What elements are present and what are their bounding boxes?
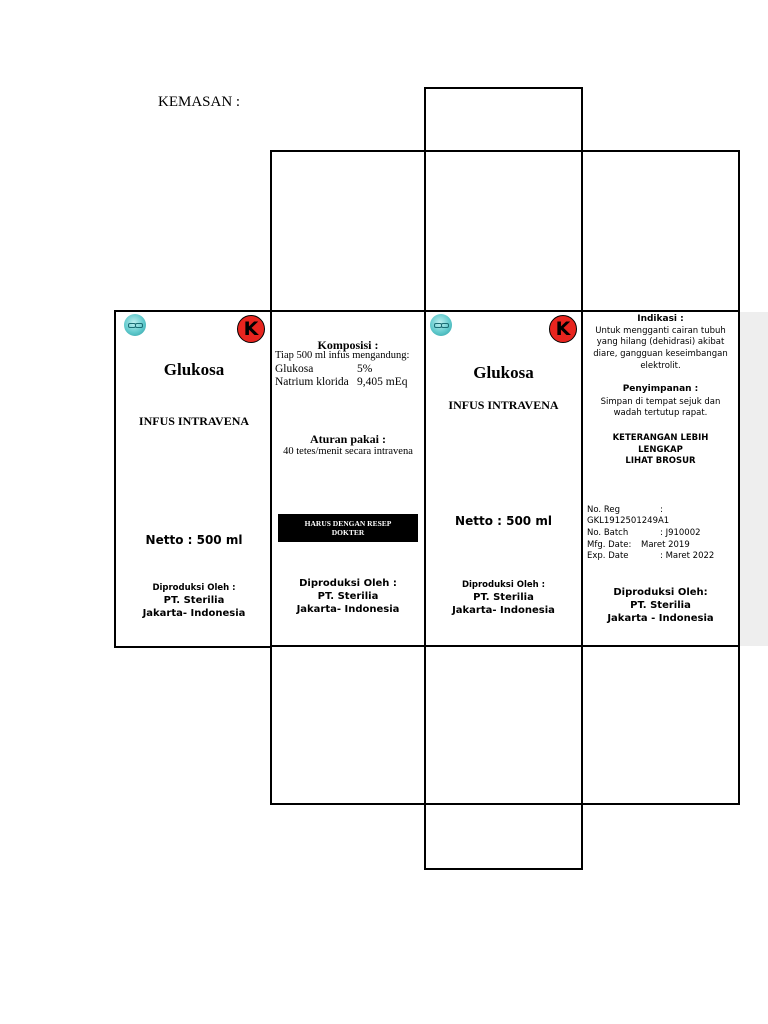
producer-city: Jakarta- Indonesia [452, 605, 555, 616]
producer-company: PT. Sterilia [317, 591, 379, 602]
brand-logo-icon [430, 314, 452, 336]
mfg-value: Maret 2019 [641, 540, 690, 550]
producer-company: PT. Sterilia [473, 592, 534, 603]
product-route: INFUS INTRAVENA [448, 398, 559, 412]
indication-title: Indikasi : [637, 314, 684, 324]
producer-city: Jakarta- Indonesia [296, 604, 400, 615]
more-info-line: LENGKAP [638, 445, 683, 455]
product-name: Glukosa [473, 363, 534, 382]
producer-label: Diproduksi Oleh : [299, 578, 397, 589]
indication-line: elektrolit. [640, 361, 681, 371]
dosage-text: 40 tetes/menit secara intravena [283, 446, 413, 457]
reg-value: GKL1912501249A1 [587, 516, 670, 526]
indication-line: diare, gangguan keseimbangan [593, 349, 728, 359]
indication-line: Untuk mengganti cairan tubuh [595, 326, 726, 336]
storage-line: wadah tertutup rapat. [613, 408, 708, 418]
batch-value: : J910002 [660, 528, 701, 538]
exp-value: : Maret 2022 [660, 551, 715, 561]
bottom-tuck-flap [424, 803, 583, 870]
composition-title: Komposisi : [317, 338, 379, 352]
bottom-flap-right [581, 645, 740, 805]
hard-drug-k-icon: K [237, 315, 265, 343]
producer-label: Diproduksi Oleh : [152, 583, 236, 593]
packaging-heading: KEMASAN : [158, 94, 241, 110]
producer-company: PT. Sterilia [630, 600, 691, 611]
reg-label: No. Reg [587, 505, 620, 515]
producer-company: PT. Sterilia [163, 595, 225, 606]
prescription-warning: HARUS DENGAN RESEP DOKTER [278, 514, 418, 542]
top-flap-center [424, 150, 583, 312]
producer-city: Jakarta- Indonesia [142, 608, 246, 619]
producer-city: Jakarta - Indonesia [607, 613, 714, 624]
top-flap-left [270, 150, 426, 312]
bottom-flap-center [424, 645, 583, 805]
reg-separator: : [660, 505, 663, 515]
indication-line: yang hilang (dehidrasi) akibat [596, 337, 725, 347]
composition-item-amount: 5% [357, 363, 373, 375]
product-name: Glukosa [163, 360, 225, 379]
netto-volume: Netto : 500 ml [145, 533, 243, 547]
exp-label: Exp. Date [587, 551, 629, 561]
more-info-line: LIHAT BROSUR [625, 456, 696, 466]
composition-intro: Tiap 500 ml infus mengandung: [275, 350, 410, 361]
bottom-flap-left [270, 645, 426, 805]
producer-label: Diproduksi Oleh : [461, 580, 546, 590]
top-tuck-flap [424, 87, 583, 152]
netto-volume: Netto : 500 ml [455, 514, 552, 528]
storage-title: Penyimpanan : [622, 384, 699, 394]
brand-logo-icon [124, 314, 146, 336]
mfg-label: Mfg. Date: [587, 540, 632, 550]
composition-item-name: Glukosa [275, 363, 314, 375]
producer-label: Diproduksi Oleh: [613, 587, 708, 598]
scan-shadow [740, 312, 768, 646]
composition-item-amount: 9,405 mEq [357, 376, 408, 388]
storage-line: Simpan di tempat sejuk dan [600, 397, 721, 407]
batch-label: No. Batch [587, 528, 629, 538]
more-info-line: KETERANGAN LEBIH [612, 433, 709, 443]
composition-item-name: Natrium klorida [275, 376, 349, 388]
product-route: INFUS INTRAVENA [138, 414, 250, 428]
dosage-title: Aturan pakai : [309, 432, 386, 446]
hard-drug-k-icon: K [549, 315, 577, 343]
top-flap-right [581, 150, 740, 312]
